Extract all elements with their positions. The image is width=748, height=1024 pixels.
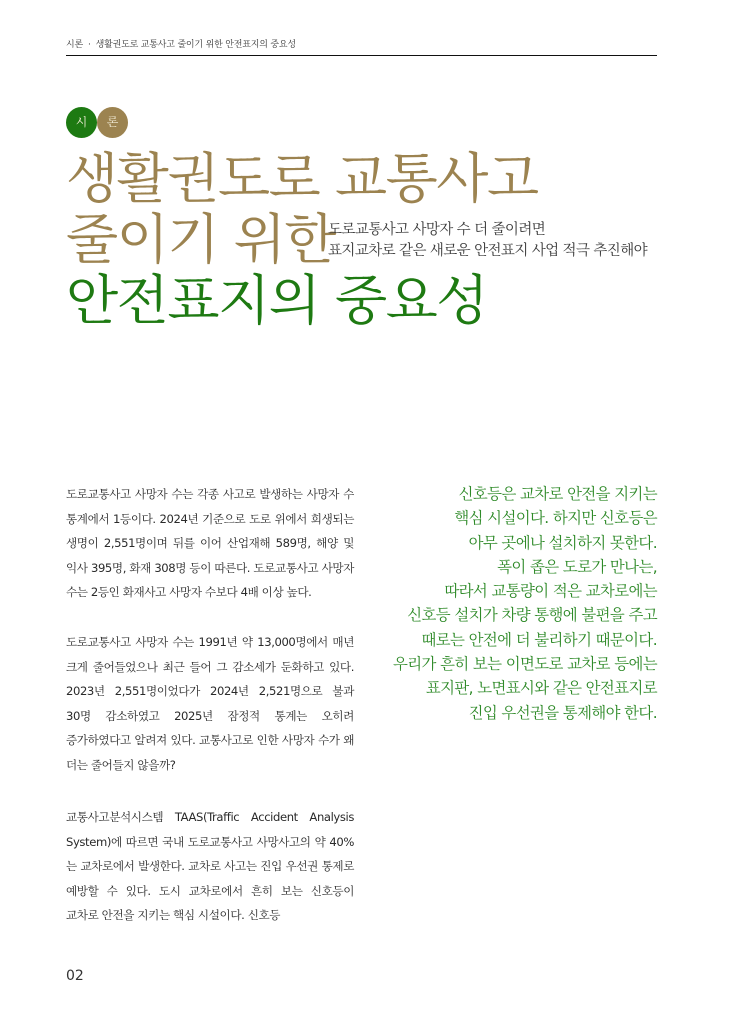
pull-quote-line: 진입 우선권을 통제해야 한다. bbox=[468, 703, 657, 722]
paragraph-text: 도로교통사고 사망자 수는 각종 사고로 발생하는 사망자 수 통계에서 1등이다. 2024년 기준으로 도로 위에서 희생되는 생명이 2,551명이며 뒤를 이어 산업재해 589명, 해양 및 익사 395명, 화재 308명 등이 따른다. 도로교통사고 사망자 수는 2등인 화재사고 사망자 수보다 4배 이상 높다. bbox=[66, 487, 354, 600]
pull-quote bbox=[367, 482, 657, 725]
subtitle-line-1: 도로교통사고 사망자 수 더 줄이려면 bbox=[328, 222, 546, 238]
pull-quote-line: 아무 곳에나 설치하지 못한다. bbox=[468, 533, 657, 552]
body-paragraph-1 bbox=[66, 482, 354, 605]
paragraph-text: 교통사고분석시스템 TAAS(Traffic Accident Analysis System)에 따르면 국내 도로교통사고 사망사고의 약 40%는 교차로에서 발생한다. 교차로 사고는 진입 우선권 통제로 예방할 수 있다. 도시 교차로에서 흔히 보는 신호등이 교차로 안전을 지키는 핵심 시설이다. 신호등 bbox=[66, 810, 354, 923]
pull-quote-line: 폭이 좁은 도로가 만나는, bbox=[497, 557, 657, 576]
header-rule bbox=[66, 55, 657, 56]
body-paragraph-2 bbox=[66, 630, 354, 778]
subtitle bbox=[328, 220, 647, 262]
pull-quote-line: 때로는 안전에 더 불리하기 때문이다. bbox=[421, 630, 657, 649]
title-line-3: 안전표지의 중요성 bbox=[66, 269, 487, 332]
paragraph-text: 도로교통사고 사망자 수는 1991년 약 13,000명에서 매년 크게 줄어들었으나 최근 들어 그 감소세가 둔화하고 있다. 2023년 2,551명이었다가 2024년 2,521명으로 불과 30명 감소하였고 2025년 잠정적 통계는 오히려 증가하였다고 알려져 있다. 교통사고로 인한 사망자 수가 왜 더는 줄어들지 않을까? bbox=[66, 635, 354, 772]
section-badge-first: 시 bbox=[66, 107, 97, 138]
page-number: 02 bbox=[66, 968, 84, 984]
pull-quote-line: 신호등 설치가 차량 통행에 불편을 주고 bbox=[407, 606, 657, 625]
section-label: 시론 bbox=[66, 40, 83, 50]
title-line-2: 줄이기 위한 bbox=[66, 208, 335, 271]
title-line-1: 생활권도로 교통사고 bbox=[66, 147, 538, 210]
header-article-title: 생활권도로 교통사고 줄이기 위한 안전표지의 중요성 bbox=[95, 40, 296, 50]
subtitle-line-2: 표지교차로 같은 새로운 안전표지 사업 적극 추진해야 bbox=[328, 243, 648, 259]
pull-quote-line: 핵심 시설이다. 하지만 신호등은 bbox=[454, 509, 657, 528]
pull-quote-line: 신호등은 교차로 안전을 지키는 bbox=[458, 485, 657, 503]
header-separator: · bbox=[88, 40, 91, 50]
pull-quote-line: 우리가 흔히 보는 이면도로 교차로 등에는 bbox=[392, 655, 657, 674]
pull-quote-line: 표지판, 노면표시와 같은 안전표지로 bbox=[425, 679, 657, 698]
pull-quote-line: 따라서 교통량이 적은 교차로에는 bbox=[444, 582, 657, 601]
body-paragraph-3 bbox=[66, 805, 354, 928]
running-header bbox=[66, 37, 296, 50]
section-badge-second: 론 bbox=[97, 107, 128, 138]
